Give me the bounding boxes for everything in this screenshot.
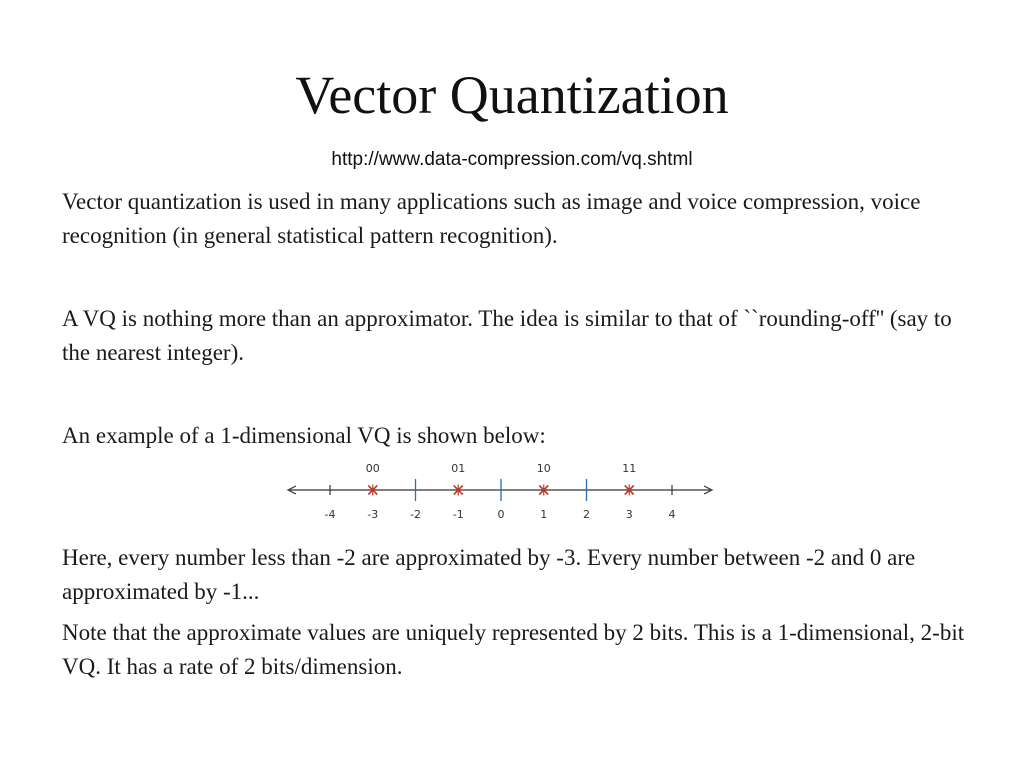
codeword-label: 10 [536,462,551,475]
tick-label: 0 [497,508,505,521]
vq-number-line-diagram [282,456,722,526]
tick-label: -1 [452,508,464,521]
tick-label: -4 [324,508,336,521]
paragraph-approximation-rule: Here, every number less than -2 are approximated by -3. Every number between -2 and 0 are approximated by -1... [62,545,916,604]
codeword-label: 11 [622,462,637,475]
paragraph-example-intro: An example of a 1-dimensional VQ is shown below: [62,423,546,448]
tick-label: 3 [625,508,633,521]
paragraph-applications: Vector quantization is used in many applications such as image and voice compression, voice recognition (in general statistical pattern recognition). [62,189,921,248]
tick-label: -3 [367,508,379,521]
paragraph-rate: Note that the approximate values are uniquely represented by 2 bits. This is a 1-dimensional, 2-bit VQ. It has a rate of 2 bits/dimension. [62,620,965,679]
codeword-label: 01 [451,462,466,475]
slide-title: Vector Quantization [295,65,729,125]
source-url: http://www.data-compression.com/vq.shtml [331,149,693,170]
codeword-label: 00 [365,462,380,475]
tick-label: 1 [540,508,548,521]
tick-label: 4 [668,508,676,521]
paragraph-approximator: A VQ is nothing more than an approximator. The idea is similar to that of ``rounding-off'' (say to the nearest integer). [62,306,952,365]
tick-label: -2 [410,508,421,521]
tick-label: 2 [583,508,590,521]
